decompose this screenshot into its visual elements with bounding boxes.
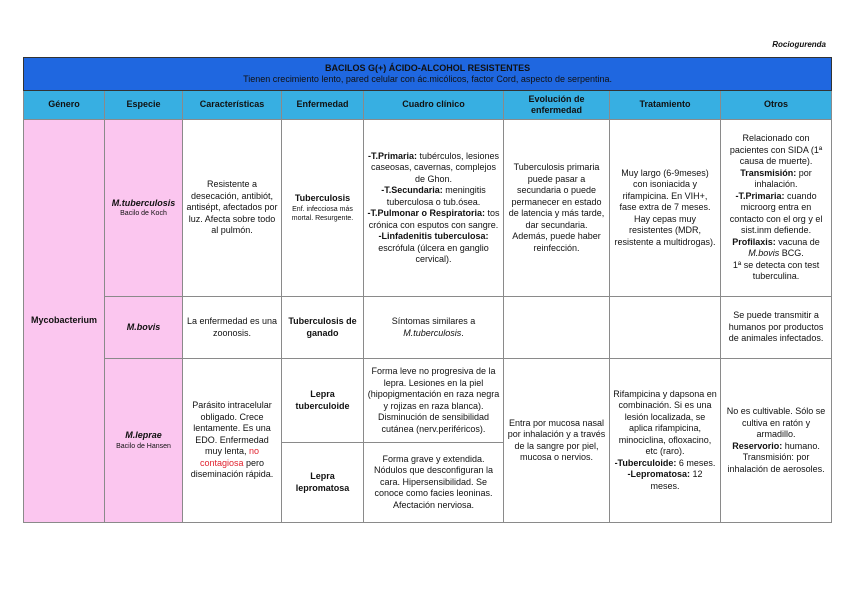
species-bovis [105, 297, 183, 359]
bovis-caracteristicas: La enfermedad es una zoonosis. [183, 297, 282, 359]
row-bovis [24, 297, 832, 359]
cuadro-item: -T.Pulmonar o Respiratoria: tos crónica con esputos con sangre. [367, 208, 500, 230]
species-tuberculosis [105, 120, 183, 297]
cuadro-item: -T.Secundaria: meningitis tuberculosa o tub.ósea. [381, 185, 486, 207]
cuadro-item: -Linfadenitis tuberculosa: escrófula (úlcera en ganglio cervical). [378, 231, 489, 264]
cuadro-item: -T.Primaria: tubérculos, lesiones caseosas, cavernas, complejos de Ghon. [367, 150, 500, 184]
tb-otros [721, 120, 832, 297]
tb-enfermedad [282, 120, 364, 297]
banner-subtitle: Tienen crecimiento lento, pared celular con ác.micólicos, factor Cord, aspecto de serpentina. [243, 74, 612, 84]
bovis-enfermedad: Tuberculosis de ganado [282, 297, 364, 359]
header-row [24, 91, 832, 120]
author-signature: Rociogurenda [772, 40, 826, 49]
no-contagiosa-text: no contagiosa [199, 446, 260, 468]
header-otros: Otros [721, 91, 832, 120]
otros-transmision: Transmisión: por inhalación. [740, 167, 812, 190]
bovis-evolucion [504, 297, 610, 359]
bovis-cuadro-clinico: Síntomas similares a M.tuberculosis. [364, 297, 504, 359]
header-evolucion: Evolución de enfermedad [504, 91, 610, 120]
header-especie: Especie [105, 91, 183, 120]
leprae-enfermedad-lepromatosa: Lepra lepromatosa [282, 443, 364, 523]
header-enfermedad: Enfermedad [282, 91, 364, 120]
bovis-tratamiento [610, 297, 721, 359]
otros-transmision: Transmisión: por inhalación de aerosoles. [727, 452, 825, 474]
tb-caracteristicas: Resistente a desecación, antibiót, antisépt, afectados por luz. Afecta sobre todo al pulmón. [183, 120, 282, 297]
tb-cuadro-clinico [364, 120, 504, 297]
leprae-caracteristicas: Parásito intracelular obligado. Crece lentamente. Es una EDO. Enfermedad muy lenta, no contagiosa pero diseminación rápida. [183, 359, 282, 523]
row-leprae-tuberculoide [24, 359, 832, 443]
disease-note: Enf. infecciosa más mortal. Resurgente. [291, 205, 354, 222]
leprae-enfermedad-tuberculoide: Lepra tuberculoide [282, 359, 364, 443]
tratamiento-tuberculoide: -Tuberculoide: 6 meses. [614, 457, 716, 468]
leprae-otros [721, 359, 832, 523]
leprae-evolucion: Entra por mucosa nasal por inhalación y a través de la sangre por piel, mucosa o nervios. [504, 359, 610, 523]
species-name: M.bovis [126, 321, 161, 332]
tb-tratamiento: Muy largo (6-9meses) con isoniacida y rifampicina. En VIH+, fase extra de 7 meses. Hay cepas muy resistentes (MDR, resistente a multidrogas). [610, 120, 721, 297]
mycobacterium-table [23, 57, 832, 523]
species-name: M.leprae [125, 430, 162, 441]
header-genero: Género [24, 91, 105, 120]
leprae-tratamiento [610, 359, 721, 523]
otros-cultivo: No es cultivable. Sólo se cultiva en ratón y armadillo. [726, 406, 826, 439]
otros-reservorio: Reservorio: humano. [732, 440, 820, 451]
bovis-otros: Se puede transmitir a humanos por productos de animales infectados. [721, 297, 832, 359]
header-caracteristicas: Características [183, 91, 282, 120]
tb-evolucion: Tuberculosis primaria puede pasar a secundaria o puede permanecer en estado de latencia y más tarde, dar secundaria. Además, puede haber reinfección. [504, 120, 610, 297]
tratamiento-intro: Rifampicina y dapsona en combinación. Si es una lesión localizada, se aplica rifampicina, minociclina, ofloxacino, etc (raro). [613, 388, 717, 457]
row-tuberculosis [24, 120, 832, 297]
species-name: M.tuberculosis [111, 197, 176, 208]
otros-detect: 1ª se detecta con test tuberculina. [732, 259, 820, 282]
otros-intro: Relacionado con pacientes con SIDA (1ª causa de muerte). [729, 133, 823, 167]
species-leprae [105, 359, 183, 523]
table-banner [24, 58, 832, 91]
header-tratamiento: Tratamiento [610, 91, 721, 120]
otros-t-primaria: -T.Primaria: cuando microorg entra en contacto con el org y el sist.inm defiende. [729, 190, 823, 236]
species-subname: Bacilo de Hansen [116, 442, 171, 450]
banner-title: BACILOS G(+) ÁCIDO-ALCOHOL RESISTENTES [325, 62, 531, 73]
tratamiento-lepromatosa: -Lepromatosa: 12 meses. [627, 469, 703, 491]
genus-cell: Mycobacterium [24, 120, 105, 523]
species-subname: Bacilo de Koch [120, 210, 167, 218]
header-cuadro-clinico: Cuadro clínico [364, 91, 504, 120]
leprae-cuadro-tuberculoide: Forma leve no progresiva de la lepra. Lesiones en la piel (hipopigmentación en raza negra y rojizas en raza blanca). Disminución de sensibilidad cutánea (nerv.periféricos). [364, 359, 504, 443]
leprae-cuadro-lepromatosa: Forma grave y extendida. Nódulos que desconfiguran la cara. Hipersensibilidad. Se conoce como facies leoninas. Afectación nerviosa. [364, 443, 504, 523]
disease-name: Tuberculosis [294, 193, 351, 204]
otros-profilaxis: Profilaxis: vacuna de M.bovis BCG. [732, 236, 820, 259]
